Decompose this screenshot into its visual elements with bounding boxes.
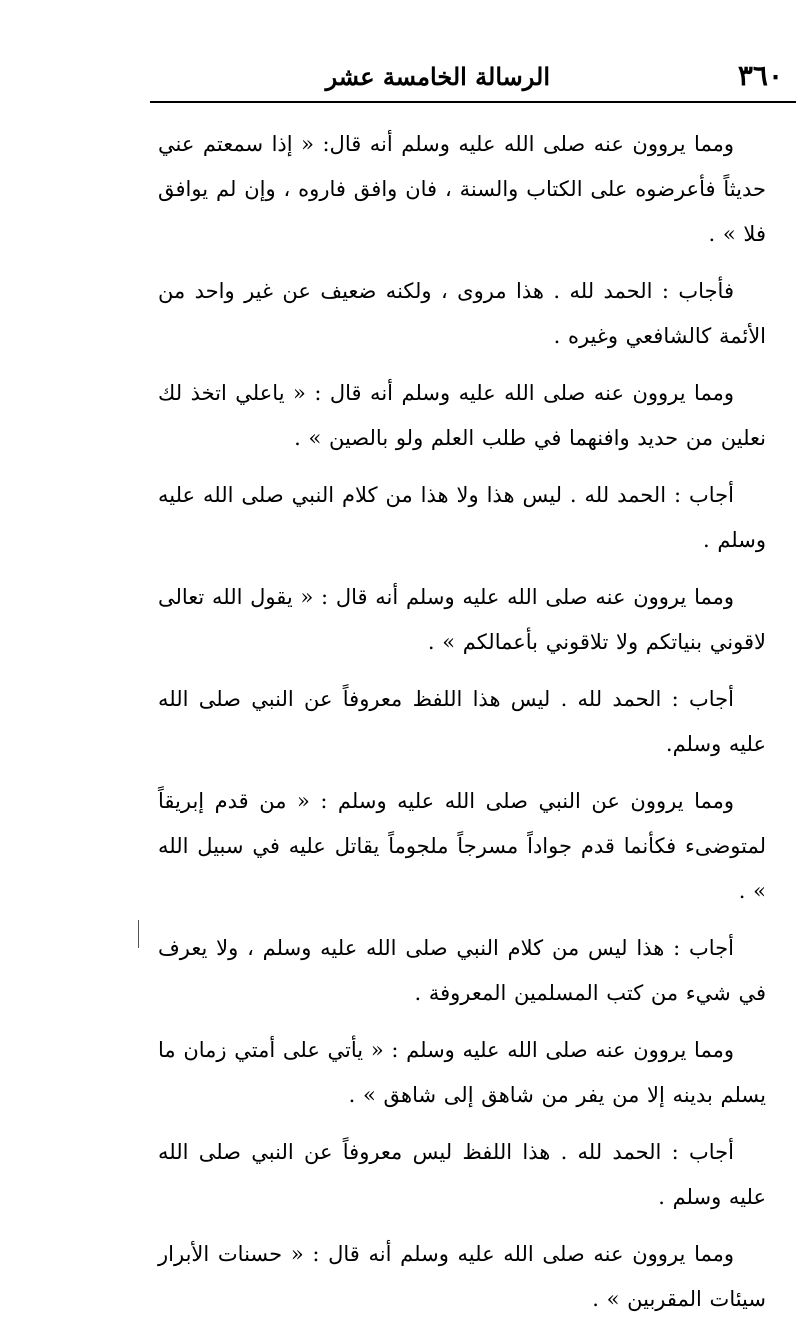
question-paragraph: ومما يروون عنه صلى الله عليه وسلم أنه قال: « إذا سمعتم عني حديثاً فأعرضوه على الكتاب والسنة ، فان وافق فاروه ، وإن لم يوافق فلا » . [158, 132, 766, 246]
margin-mark [138, 920, 139, 948]
page-number: ٣٦٠ [737, 59, 783, 92]
question-paragraph: ومما يروون عنه صلى الله عليه وسلم أنه قال : « حسنات الأبرار سيئات المقربين » . [158, 1242, 766, 1311]
answer-paragraph: أجاب : الحمد لله . ليس هذا ولا هذا من كلام النبي صلى الله عليه وسلم . [158, 483, 766, 552]
page-body [158, 122, 766, 1334]
running-title: الرسالة الخامسة عشر [325, 62, 550, 91]
answer-paragraph: فأجاب : الحمد لله . هذا مروى ، ولكنه ضعيف عن غير واحد من الأئمة كالشافعي وغيره . [158, 279, 766, 348]
answer-paragraph: أجاب : الحمد لله . هذا اللفظ ليس معروفاً عن النبي صلى الله عليه وسلم . [158, 1140, 766, 1209]
answer-paragraph: أجاب : هذا ليس من كلام النبي صلى الله عليه وسلم ، ولا يعرف في شيء من كتب المسلمين المعروفة . [158, 936, 766, 1005]
page-header [150, 58, 795, 102]
question-paragraph: ومما يروون عن النبي صلى الله عليه وسلم : « من قدم إبريقاً لمتوضىء فكأنما قدم جواداً مسرجاً ملجوماً يقاتل عليه في سبيل الله » . [158, 789, 766, 903]
question-paragraph: ومما يروون عنه صلى الله عليه وسلم : « يأتي على أمتي زمان ما يسلم بدينه إلا من يفر من شاهق إلى شاهق » . [158, 1038, 766, 1107]
question-paragraph: ومما يروون عنه صلى الله عليه وسلم أنه قال : « يقول الله تعالى لاقوني بنياتكم ولا تلاقوني بأعمالكم » . [158, 585, 766, 654]
answer-paragraph: أجاب : الحمد لله . ليس هذا اللفظ معروفاً عن النبي صلى الله عليه وسلم. [158, 687, 766, 756]
question-paragraph: ومما يروون عنه صلى الله عليه وسلم أنه قال : « ياعلي اتخذ لك نعلين من حديد وافنهما في طلب العلم ولو بالصين » . [158, 381, 766, 450]
header-rule [150, 101, 796, 103]
